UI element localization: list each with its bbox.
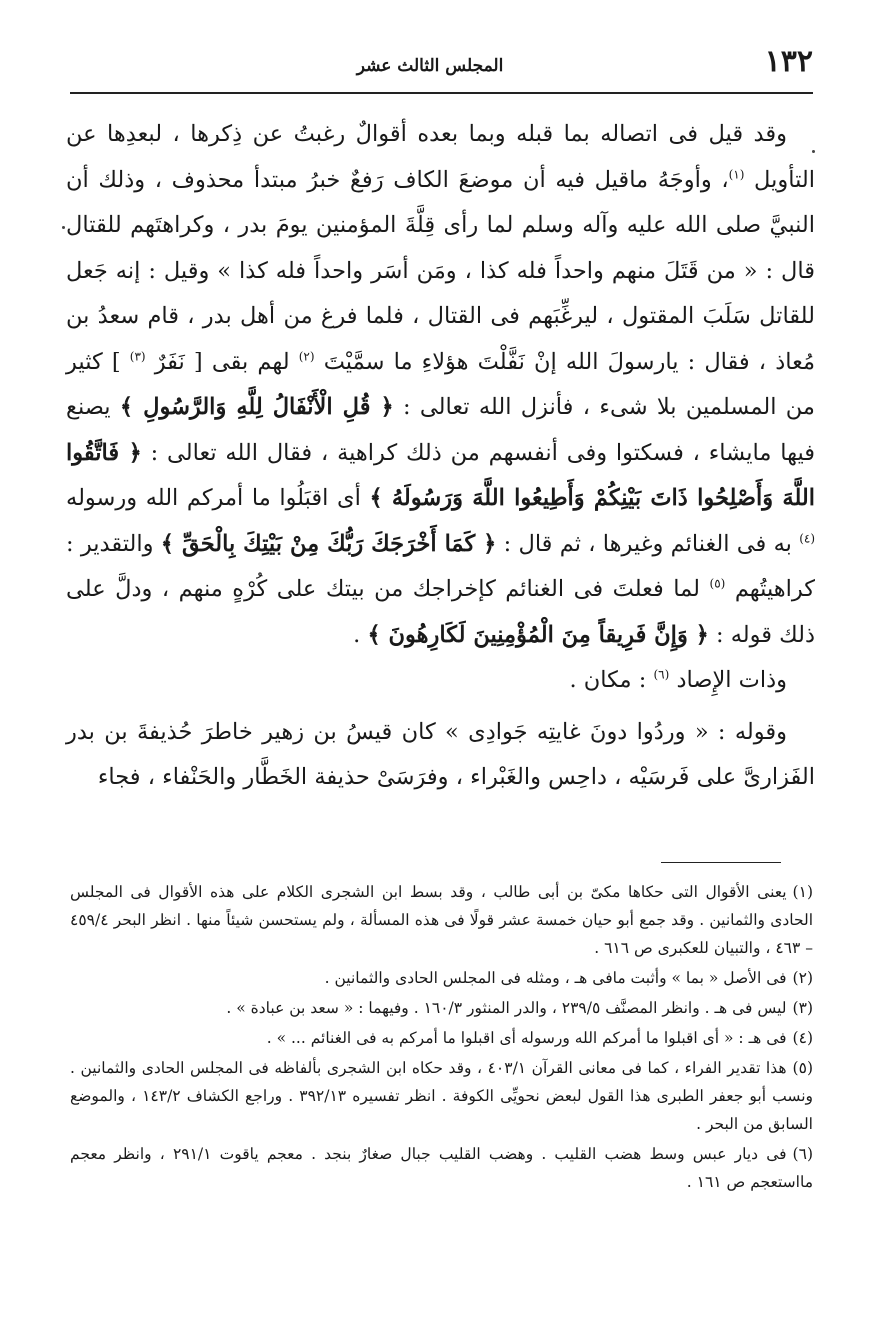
footnote-text: هذا تقدير الفراء ، كما فى معانى القرآن ٤٠٣/١ ، وقد حكاه ابن الشجرى بألفاظه فى المجلس الحادى والثمانين . ونسب أبو جعفر الطبرى هذا القول لبعض نحويِّى الكوفة . انظر تفسيره ٣٩٢/١٣ . وراجع الكشاف ١٤٣/٢ ، والموضع السابق من البحر . [70, 1059, 813, 1133]
footnote-ref: (٥) [709, 576, 726, 591]
footnote [70, 1024, 813, 1052]
footnote-ref: (٣) [129, 349, 146, 363]
text-run: لما فعلتَ فى الغنائم كإخراجك من بيتك على كُرْهٍ منهم ، ودلَّ على ذلك قوله : [66, 576, 815, 648]
text-run: ] كثير من المسلمين بلا شىء ، فأنزل الله تعالى : [66, 348, 815, 420]
footnote [70, 994, 813, 1022]
footnote-ref: (٤) [799, 531, 816, 545]
footnote-ref: (٦) [653, 667, 670, 682]
footnote-ref: (١) [728, 167, 745, 181]
footnote [70, 1054, 813, 1138]
main-text [66, 112, 815, 801]
footnote-rule [661, 862, 781, 863]
margin-mark [62, 226, 65, 229]
text-run: ، وأوجَهُ ماقيل فيه أن موضعَ الكاف رَفعٌ خبرُ مبتدأ محذوف ، وذلك أن النبيَّ صلى الله عليه وآله وسلم لما رأى قِلَّةَ المؤمنين يومَ بدر ، وكراهتَهم للقتال قال : « من قَتَلَ منهم واحداً فله كذا ، ومَن أسَر واحداً فله كذا » وقيل : إنه جَعل للقاتل سَلَبَ المقتول ، ليرغِّبَهم فى القتال ، فلما فرغ من أهل بدر ، قام سعدُ بن مُعاذ ، فقال : يارسولَ الله إنْ نَفَّلْتَ هؤلاءِ ما سمَّيْتَ [66, 166, 815, 375]
footnote-text: يعنى الأقوال التى حكاها مكىّ بن أبى طالب ، وقد بسط ابن الشجرى الكلام على هذه الأقوال فى المجلس الحادى والثمانين . وقد جمع أبو حيان خمسة عشر قولًا فى هذه المسألة ، ولم يستحسن شيئاً منها . انظر البحر ٤٥٩/٤ – ٤٦٣ ، والتبيان للعكبرى ص ٦١٦ . [70, 883, 813, 957]
footnote-number: (٥) [792, 1059, 813, 1077]
paragraph: وقوله : « وردُوا دونَ غايتِه جَوادِى » كان قيسُ بن زهير خاطرَ حُذيفةَ بن بدر الفَزارىَّ على فَرسَيْه ، داحِس والغَبْراء ، وفرَسَىْ حذيفة الخَطَّار والحَنْفاء ، فجاء [66, 718, 815, 790]
quran-quote: ﴿ وَإِنَّ فَرِيقاً مِنَ الْمُؤْمِنِينَ لَكَارِهُونَ ﴾ [367, 621, 709, 648]
footnotes [70, 878, 813, 1198]
text-run: به فى الغنائم وغيرها ، ثم قال : [496, 530, 800, 557]
footnote-number: (٦) [792, 1145, 813, 1163]
footnote-text: فى الأصل « بما » وأثبت مافى هـ ، ومثله فى المجلس الحادى والثمانين . [324, 969, 787, 987]
footnote-text: فى ديار عبس وسط هضب القليب . وهضب القليب جبال صغارٌ بنجد . معجم ياقوت ٢٩١/١ ، وانظر معجم مااستعجم ص ١٦١ . [70, 1145, 813, 1191]
quran-quote: ﴿ قُلِ الْأَنْفَالُ لِلَّهِ وَالرَّسُولِ ﴾ [119, 394, 394, 420]
page-number: ١٣٢ [764, 44, 813, 79]
running-title: المجلس الثالث عشر [356, 56, 504, 76]
text-run: وذات الإِصاد [669, 667, 787, 693]
footnote-number: (١) [792, 883, 813, 901]
text-run: أى اقبَلُوا ما أمركم الله ورسوله [66, 485, 370, 511]
paragraph [66, 658, 815, 704]
text-run: وقد قيل فى اتصاله بما قبله وبما بعده أقوالٌ رغبتُ عن ذِكرها ، لبعدِها عن التأويل [66, 121, 815, 193]
quran-quote: ﴿ فَاتَّقُوا اللَّهَ وَأَصْلِحُوا ذَاتَ بَيْنِكُمْ وَأَطِيعُوا اللَّهَ وَرَسُولَهُ ﴾ [66, 439, 816, 511]
footnote [70, 878, 813, 962]
text-run: . [353, 621, 368, 648]
footnote-text: ليس فى هـ . وانظر المصنَّف ٢٣٩/٥ ، والدر المنثور ١٦٠/٣ . وفيهما : « سعد بن عبادة » . [226, 999, 787, 1017]
footnote-text: فى هـ : « أى اقبلوا ما أمركم الله ورسوله أى اقبلوا ما أمركم به فى الغنائم ... » . [266, 1029, 787, 1047]
text-run: لهم بقى [ نَفَرٌ [145, 348, 299, 375]
footnote-number: (٢) [792, 969, 813, 987]
paragraph [66, 112, 815, 658]
footnote-number: (٣) [792, 999, 813, 1017]
text-run: : مكان . [569, 667, 654, 693]
footnote-ref: (٢) [298, 349, 315, 363]
quran-quote: ﴿ كَمَا أَخْرَجَكَ رَبُّكَ مِنْ بَيْتِكَ بِالْحَقِّ ﴾ [160, 530, 497, 557]
header-rule [70, 92, 813, 94]
footnote [70, 964, 813, 992]
text-run: يصنع فيها مايشاء ، فسكتوا وفى أنفسهم من ذلك كراهية ، فقال الله تعالى : [66, 394, 815, 466]
text-run: والتقدير : كراهيتُهم [66, 530, 815, 602]
footnote [70, 1140, 813, 1196]
footnote-number: (٤) [792, 1029, 813, 1047]
